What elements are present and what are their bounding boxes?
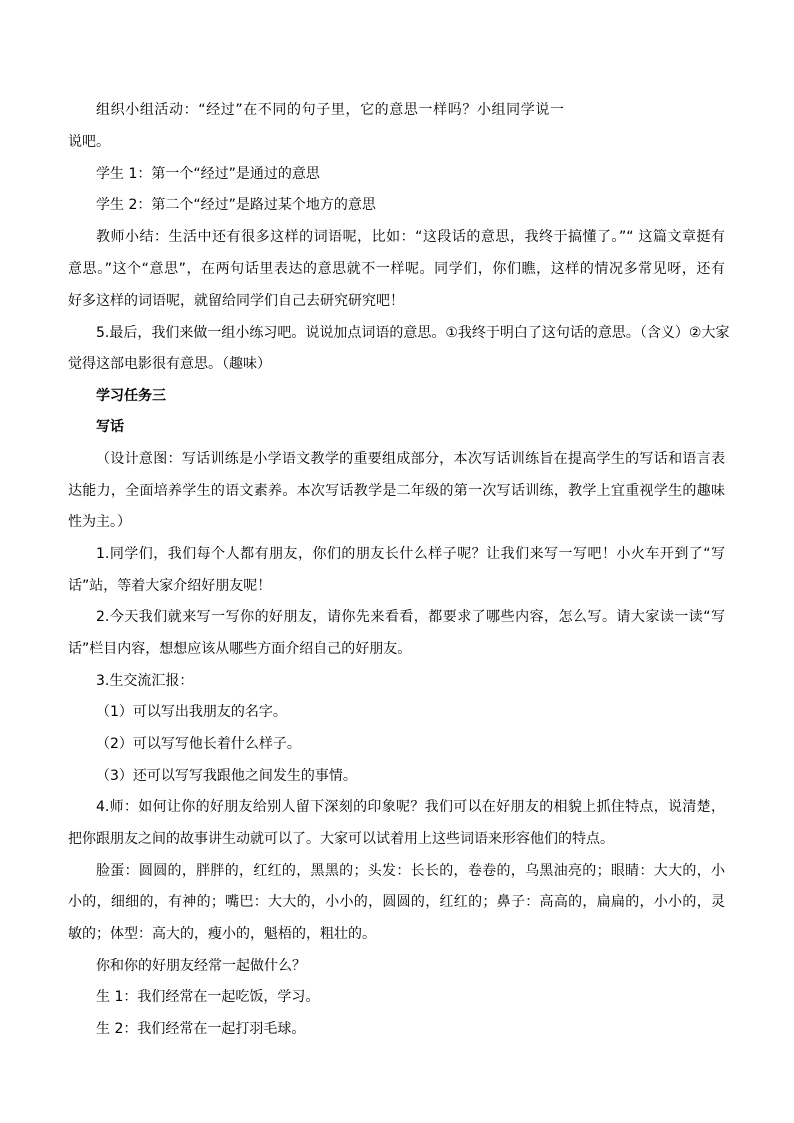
item-3-sub-1: （1）可以写出我朋友的名字。 [96, 704, 287, 720]
teacher-summary-line-1: 教师小结：生活中还有很多这样的词语呢，比如：“这段话的意思，我终于搞懂了。”“ 这篇文章挺有 [96, 229, 725, 245]
teacher-summary-line-2: 意思。”这个“意思”，在两句话里表达的意思就不一样呢。同学们，你们瞧，这样的情况多常见呀，还有 [68, 261, 725, 277]
student-answer-1: 生 1：我们经常在一起吃饭，学习。 [96, 989, 320, 1005]
student-2-answer: 学生 2：第二个“经过”是路过某个地方的意思 [96, 197, 376, 213]
question-line: 你和你的好朋友经常一起做什么？ [96, 958, 306, 974]
teacher-summary-line-3: 好多这样的词语呢，就留给同学们自己去研究研究吧！ [68, 293, 404, 309]
exercise-5-line-2: 觉得这部电影很有意思。（趣味） [68, 356, 271, 372]
item-3-sub-2: （2）可以写写他长着什么样子。 [96, 736, 301, 752]
item-4-line-2: 把你跟朋友之间的故事讲生动就可以了。大家可以试着用上这些词语来形容他们的特点。 [68, 831, 614, 847]
subheading-writing: 写话 [96, 419, 124, 435]
section-heading-task-3: 学习任务三 [96, 388, 166, 404]
item-2-line-1: 2.今天我们就来写一写你的好朋友，请你先来看看，都要求了哪些内容，怎么写。请大家读一读“写 [96, 609, 725, 625]
features-line-2: 小的，细细的，有神的；嘴巴：大大的，小小的，圆圆的，红红的；鼻子：高高的，扁扁的，小小的，灵 [68, 894, 725, 910]
design-intent-line-1: （设计意图：写话训练是小学语文教学的重要组成部分，本次写话训练旨在提高学生的写话和语言表 [96, 451, 725, 467]
item-4-line-1: 4.师：如何让你的好朋友给别人留下深刻的印象呢？我们可以在好朋友的相貌上抓住特点，说清楚， [96, 799, 725, 815]
item-1-line-1: 1.同学们，我们每个人都有朋友，你们的朋友长什么样子呢？让我们来写一写吧！小火车开到了“写 [96, 546, 725, 562]
item-3-heading: 3.生交流汇报： [96, 673, 194, 689]
paragraph-group-activity-line-2: 说吧。 [68, 134, 110, 150]
item-1-line-2: 话”站，等着大家介绍好朋友呢！ [68, 578, 272, 594]
design-intent-line-2: 达能力，全面培养学生的语文素养。本次写话教学是二年级的第一次写话训练，教学上宜重视学生的趣味 [68, 483, 725, 499]
features-line-1: 脸蛋：圆圆的，胖胖的，红红的，黑黑的；头发：长长的，卷卷的，乌黑油亮的；眼睛：大大的，小 [96, 863, 725, 879]
features-line-3: 敏的；体型：高大的，瘦小的，魁梧的，粗壮的。 [68, 926, 376, 942]
student-1-answer: 学生 1：第一个“经过”是通过的意思 [96, 166, 320, 182]
student-answer-2: 生 2：我们经常在一起打羽毛球。 [96, 1021, 306, 1037]
item-3-sub-3: （3）还可以写写我跟他之间发生的事情。 [96, 768, 357, 784]
paragraph-group-activity-line-1: 组织小组活动：“经过”在不同的句子里，它的意思一样吗？小组同学说一 [96, 102, 564, 118]
exercise-5-line-1: 5.最后，我们来做一组小练习吧。说说加点词语的意思。①我终于明白了这句话的意思。（含义）②大家 [96, 325, 730, 341]
design-intent-line-3: 性为主。） [68, 514, 131, 530]
item-2-line-2: 话”栏目内容，想想应该从哪些方面介绍自己的好朋友。 [68, 641, 412, 657]
